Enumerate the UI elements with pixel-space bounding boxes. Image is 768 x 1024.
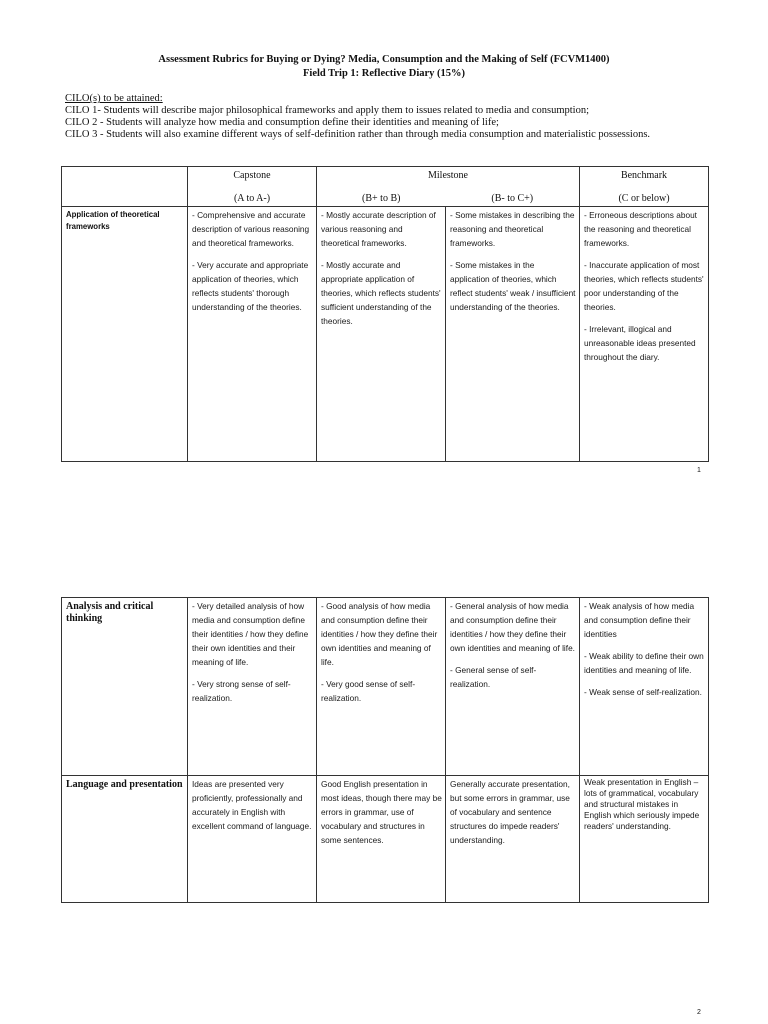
benchmark-header (580, 167, 709, 207)
row-label-application: Application of theoretical frameworks (62, 207, 188, 462)
table-row (62, 598, 709, 776)
rubric-table-page2 (61, 597, 709, 903)
cell-analysis-milestone-2: - General analysis of how media and consumption define their identities / how they define their own identities and meaning of life. - General sense of self-realization. (446, 598, 580, 776)
milestone-grade-2: (B- to C+) (491, 193, 534, 204)
cell-language-capstone: Ideas are presented very proficiently, professionally and accurately in English with excellent command of language. (188, 776, 317, 903)
cell-language-benchmark: Weak presentation in English – lots of grammatical, vocabulary and structural mistakes in English which seriously impede readers' understanding. (580, 776, 709, 903)
cell-application-milestone-1: - Mostly accurate description of various reasoning and theoretical frameworks. - Mostly accurate and appropriate application of theories, which reflects students' sufficient understanding of the theories. (317, 207, 446, 462)
benchmark-grade: (C or below) (618, 193, 670, 204)
cilo-heading: CILO(s) to be attained: (65, 93, 163, 104)
table-row (62, 207, 709, 462)
rubric-table-page1 (61, 166, 709, 462)
cilo-item-3: CILO 3 - Students will also examine different ways of self-definition rather than through media consumption and materialistic possessions. (65, 129, 651, 140)
benchmark-label: Benchmark (620, 170, 668, 181)
capstone-label: Capstone (233, 170, 271, 181)
document-title: Assessment Rubrics for Buying or Dying? Media, Consumption and the Making of Self (FCVM1400) (158, 54, 610, 65)
capstone-header (188, 167, 317, 207)
document-subtitle: Field Trip 1: Reflective Diary (15%) (302, 68, 466, 79)
row-label-language: Language and presentation (62, 776, 188, 903)
capstone-grade: (A to A-) (233, 193, 271, 204)
page-number: 1 (697, 467, 701, 474)
milestone-grade-1: (B+ to B) (362, 193, 401, 204)
cell-analysis-capstone: - Very detailed analysis of how media and consumption define their identities / how they define their own identities and their meaning of life. - Very strong sense of self-realization. (188, 598, 317, 776)
cell-application-milestone-2: - Some mistakes in describing the reasoning and theoretical frameworks. - Some mistakes in the application of theories, which reflect students' weak / insufficient understanding of the theories. (446, 207, 580, 462)
cell-language-milestone-1: Good English presentation in most ideas, though there may be errors in grammar, use of vocabulary and structures in some sentences. (317, 776, 446, 903)
header-empty-cell (62, 167, 188, 207)
table-row (62, 776, 709, 903)
cell-language-milestone-2: Generally accurate presentation, but some errors in grammar, use of vocabulary and sentence structures do impede readers' understanding. (446, 776, 580, 903)
milestone-label: Milestone (428, 170, 468, 181)
page-number: 2 (697, 1009, 701, 1016)
cell-analysis-benchmark: - Weak analysis of how media and consumption define their identities - Weak ability to define their own identities and meaning of life. - Weak sense of self-realization. (580, 598, 709, 776)
row-label-analysis: Analysis and critical thinking (62, 598, 188, 776)
cell-analysis-milestone-1: - Good analysis of how media and consumption define their identities / how they define their own identities and meaning of life. - Very good sense of self-realization. (317, 598, 446, 776)
cilo-item-1: CILO 1- Students will describe major philosophical frameworks and apply them to issues related to media and consumption; (65, 105, 590, 116)
cell-application-capstone: - Comprehensive and accurate description of various reasoning and theoretical frameworks. - Very accurate and appropriate application of theories, which reflects students' thorough understanding of the theories. (188, 207, 317, 462)
milestone-header (317, 167, 580, 207)
cell-application-benchmark: - Erroneous descriptions about the reasoning and theoretical frameworks. - Inaccurate application of most theories, which reflects students' poor understanding of the theories. - Irrelevant, illogical and unreasonable ideas presented throughout the diary. (580, 207, 709, 462)
cilo-item-2: CILO 2 - Students will analyze how media and consumption define their identities and meaning of life; (65, 117, 499, 128)
